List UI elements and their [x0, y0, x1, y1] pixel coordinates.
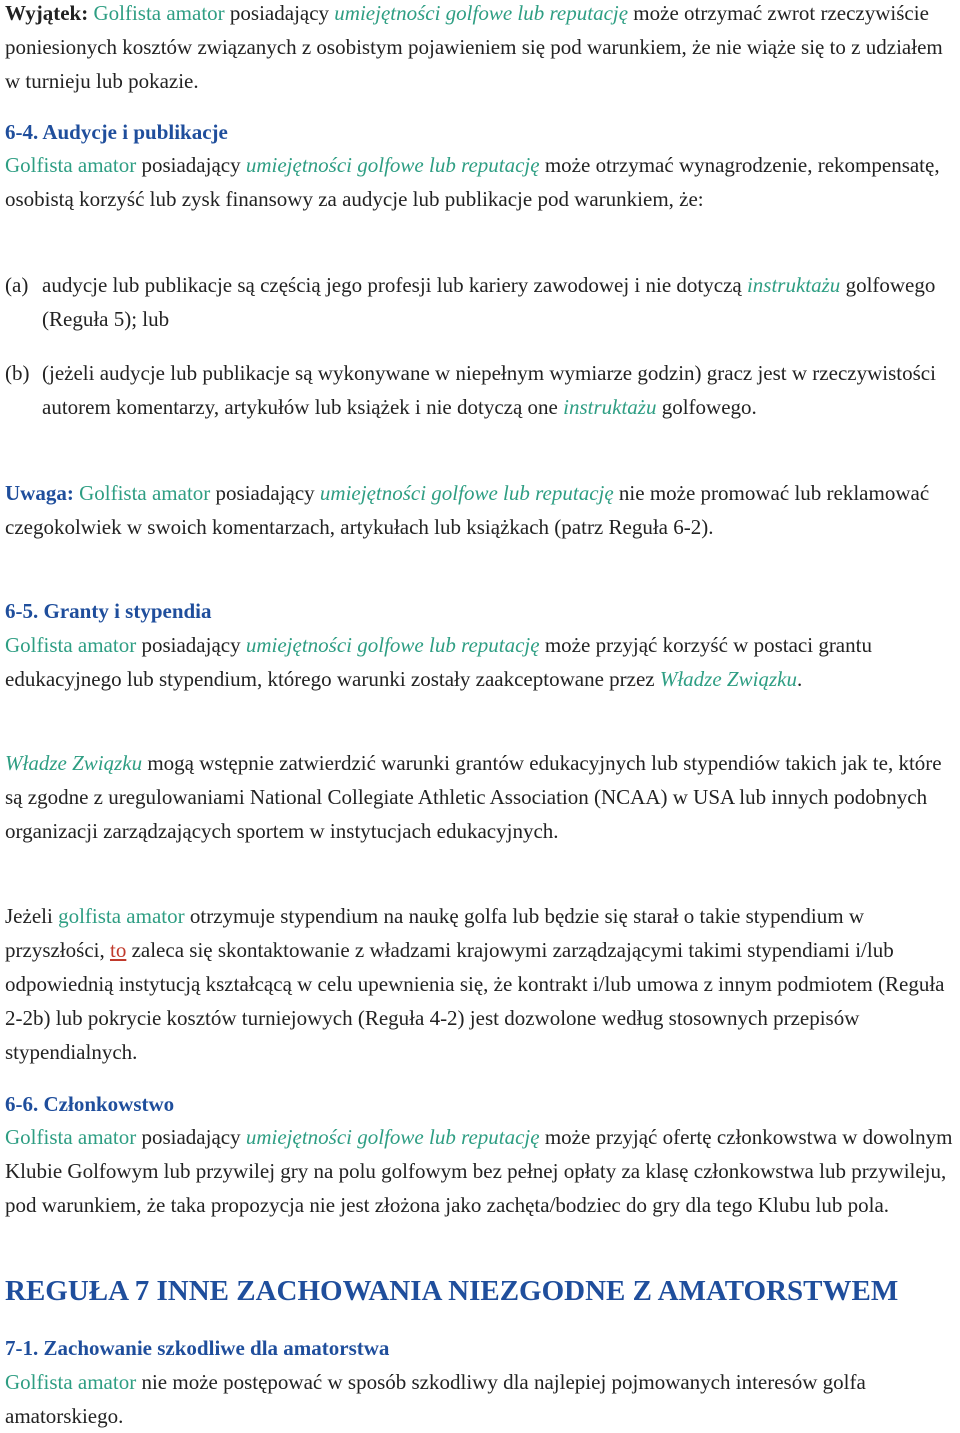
- text-span: golfowego (Reguła 5); lub: [42, 273, 936, 331]
- list-item-a: [42, 268, 956, 336]
- section-heading-6-4: [5, 115, 956, 149]
- text-span: może przyjąć ofertę członkowstwa w dowolnym Klubie Golfowym lub przywilej gry na polu golfowym bez pełnej opłaty za klasę członkowstwa lub przywileju, pod warunkiem, że taka propozycja nie jest złożona jako zachęta/bodziec do gry dla tego Klubu lub pola.: [5, 1125, 953, 1217]
- term-authority: Władze Związku: [659, 667, 797, 691]
- text-span: (jeżeli audycje lub publikacje są wykonywane w niepełnym wymiarze godzin) gracz jest w rzeczywistości autorem komentarzy, artykułów lub książek i nie dotyczą one: [42, 361, 936, 419]
- section-number: 7-1.: [5, 1336, 39, 1360]
- list-label-b: (b): [5, 361, 30, 385]
- section-title: Audycje i publikacje: [38, 120, 228, 144]
- term-skill: umiejętności golfowe lub reputację: [245, 1125, 540, 1149]
- section-6-6-paragraph: [5, 1120, 956, 1222]
- text-span: posiadający: [224, 1, 335, 25]
- section-title: Granty i stypendia: [38, 599, 212, 623]
- text-span: może otrzymać zwrot rzeczywiście poniesionych kosztów związanych z osobistym pojawieniem się pod warunkiem, że nie wiąże się to z udziałem w turnieju lub pokazie.: [5, 1, 943, 93]
- text-span: posiadający: [136, 153, 246, 177]
- text-span: posiadający: [136, 1125, 246, 1149]
- text-span: Jeżeli: [5, 904, 59, 928]
- text-span: może przyjąć korzyść w postaci grantu edukacyjnego lub stypendium, którego warunki zostały zaakceptowane przez: [5, 633, 872, 691]
- text-span: nie może postępować w sposób szkodliwy dla najlepiej pojmowanych interesów golfa amatorskiego.: [5, 1370, 866, 1428]
- section-heading-7-1: [5, 1331, 956, 1365]
- term-skill: umiejętności golfowe lub reputację: [245, 153, 540, 177]
- section-number: 6-6.: [5, 1092, 39, 1116]
- term-skill: umiejętności golfowe lub reputację: [319, 481, 614, 505]
- term-authority: Władze Związku: [5, 751, 143, 775]
- term-golfer: Golfista amator: [5, 1125, 137, 1149]
- section-number: 6-4.: [5, 120, 39, 144]
- text-span: może otrzymać wynagrodzenie, rekompensatę, osobistą korzyść lub zysk finansowy za audycje lub publikacje pod warunkiem, że:: [5, 153, 940, 211]
- text-span: otrzymuje stypendium na naukę golfa lub będzie się starał o takie stypendium w przyszłości,: [5, 904, 865, 962]
- list-label-a: (a): [5, 273, 29, 297]
- text-span: zaleca się skontaktowanie z władzami krajowymi zarządzającymi takimi stypendiami i/lub odpowiednią instytucją kształcącą w celu upewnienia się, że kontrakt i/lub umowa z innym podmiotem (Reguła 2-2b) lub pokrycie kosztów turniejowych (Reguła 4-2) jest dozwolone według stosownych przepisów stypendialnych.: [5, 938, 945, 1064]
- term-golfer: Golfista amator: [5, 633, 137, 657]
- exception-paragraph: [5, 0, 956, 98]
- note-paragraph: [5, 476, 956, 544]
- section-heading-6-6: [5, 1087, 956, 1121]
- section-6-5-paragraph-1: [5, 628, 956, 696]
- text-span: .: [796, 667, 803, 691]
- term-golfer: Golfista amator: [5, 1370, 137, 1394]
- section-6-4-paragraph: [5, 148, 956, 216]
- section-title: Członkowstwo: [38, 1092, 175, 1116]
- exception-label: Wyjątek:: [5, 1, 89, 25]
- text-span: mogą wstępnie zatwierdzić warunki grantów edukacyjnych lub stypendiów takich jak te, które są zgodne z uregulowaniami National Collegiate Athletic Association (NCAA) w USA lub innych podobnych organizacji zarządzających sportem w instytucjach edukacyjnych.: [5, 751, 942, 843]
- list-item-b: [42, 356, 956, 424]
- section-6-5-paragraph-3: [5, 899, 956, 1069]
- section-7-1-paragraph: [5, 1365, 956, 1433]
- rule-7-heading: REGUŁA 7 INNE ZACHOWANIA NIEZGODNE Z AMATORSTWEM: [5, 1275, 899, 1307]
- section-heading-6-5: [5, 594, 956, 628]
- text-span: posiadający: [210, 481, 320, 505]
- section-6-5-paragraph-2: [5, 746, 956, 848]
- term-skill: umiejętności golfowe lub reputację: [245, 633, 540, 657]
- text-span: audycje lub publikacje są częścią jego profesji lub kariery zawodowej i nie dotyczą: [42, 273, 747, 297]
- term-skill: umiejętności golfowe lub reputację: [334, 1, 629, 25]
- text-span: nie może promować lub reklamować czegokolwiek w swoich komentarzach, artykułach lub książkach (patrz Reguła 6-2).: [5, 481, 930, 539]
- link-to[interactable]: to: [109, 938, 127, 962]
- term-instruction: instruktażu: [746, 273, 841, 297]
- section-number: 6-5.: [5, 599, 39, 623]
- text-span: golfowego.: [656, 395, 757, 419]
- note-label: Uwaga:: [5, 481, 74, 505]
- term-instruction: instruktażu: [563, 395, 657, 419]
- section-title: Zachowanie szkodliwe dla amatorstwa: [38, 1336, 390, 1360]
- text-span: posiadający: [136, 633, 246, 657]
- term-golfer: Golfista amator: [5, 153, 137, 177]
- term-golfer: golfista amator: [58, 904, 185, 928]
- term-golfer: Golfista amator: [79, 481, 211, 505]
- term-golfer: Golfista amator: [93, 1, 225, 25]
